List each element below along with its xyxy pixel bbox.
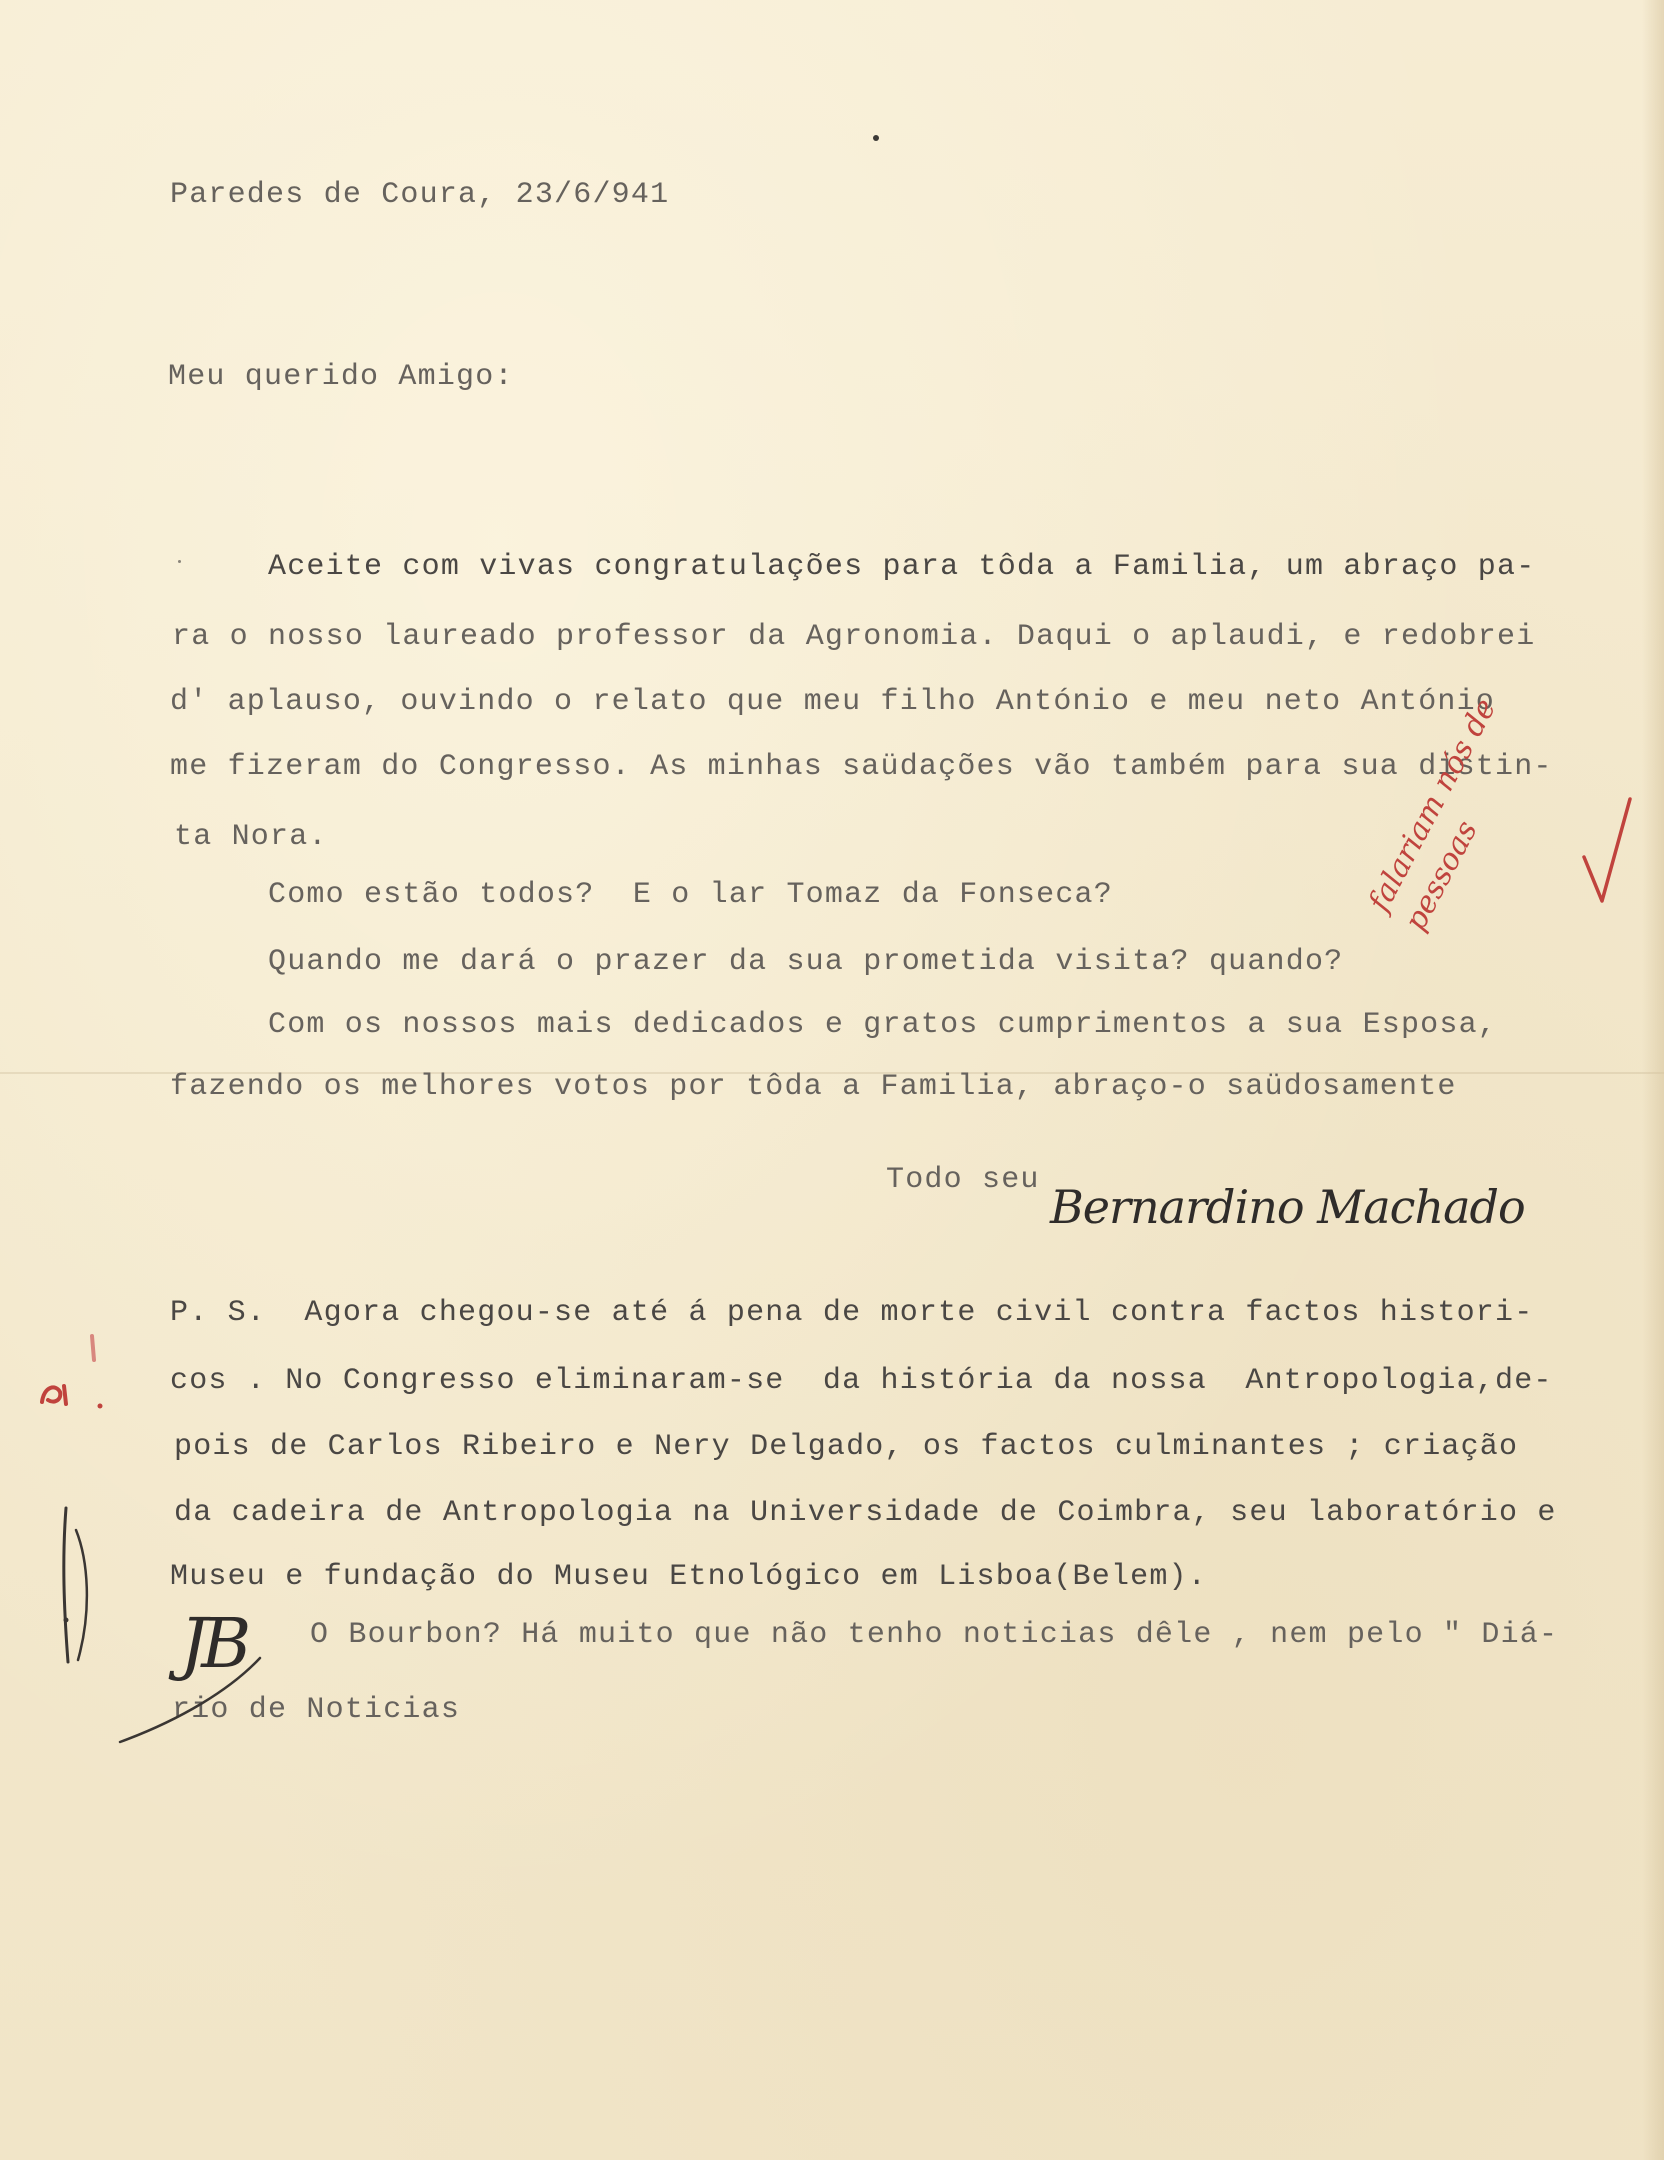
initials-flourish <box>110 1650 270 1750</box>
postscript-line: pois de Carlos Ribeiro e Nery Delgado, os factos culminantes ; criação <box>174 1430 1519 1464</box>
body-line: fazendo os melhores votos por tôda a Familia, abraço-o saüdosamente <box>170 1070 1457 1104</box>
ink-speck <box>873 135 879 141</box>
red-margin-mark <box>34 1330 114 1410</box>
closing: Todo seu <box>886 1163 1040 1197</box>
postscript-line: rio de Noticias <box>172 1693 461 1727</box>
body-line: ra o nosso laureado professor da Agronomia. Daqui o aplaudi, e redobrei <box>172 620 1536 654</box>
postscript-line: P. S. Agora chegou-se até á pena de morte civil contra factos histori- <box>170 1296 1534 1330</box>
body-line: Como estão todos? E o lar Tomaz da Fonseca? <box>268 878 1113 912</box>
paper-edge-shadow <box>1642 0 1664 2160</box>
red-check-mark <box>1580 795 1640 905</box>
body-line: Quando me dará o prazer da sua prometida visita? quando? <box>268 945 1344 979</box>
place-date: Paredes de Coura, 23/6/941 <box>170 178 670 212</box>
margin-bracket <box>58 1500 128 1670</box>
signature: Bernardino Machado <box>1050 1180 1525 1234</box>
handwritten-initials: JB <box>180 1605 246 1684</box>
body-line: Com os nossos mais dedicados e gratos cumprimentos a sua Esposa, <box>268 1008 1497 1042</box>
postscript-line: da cadeira de Antropologia na Universidade de Coimbra, seu laboratório e <box>174 1496 1557 1530</box>
body-line: me fizeram do Congresso. As minhas saüdações vão também para sua distin- <box>170 750 1553 784</box>
postscript-line: cos . No Congresso eliminaram-se da história da nossa Antropologia,de- <box>170 1364 1553 1398</box>
margin-note: falariam nós de pessoas <box>1361 692 1504 937</box>
postscript-line: O Bourbon? Há muito que não tenho noticias dêle , nem pelo " Diá- <box>310 1618 1559 1652</box>
body-line: d' aplauso, ouvindo o relato que meu filho António e meu neto António <box>170 685 1496 719</box>
salutation: Meu querido Amigo: <box>168 360 514 394</box>
body-line: Aceite com vivas congratulações para tôda a Familia, um abraço pa- <box>268 550 1536 584</box>
ink-speck <box>178 560 181 563</box>
postscript-line: Museu e fundação do Museu Etnológico em Lisboa(Belem). <box>170 1560 1207 1594</box>
body-line: ta Nora. <box>174 820 328 854</box>
